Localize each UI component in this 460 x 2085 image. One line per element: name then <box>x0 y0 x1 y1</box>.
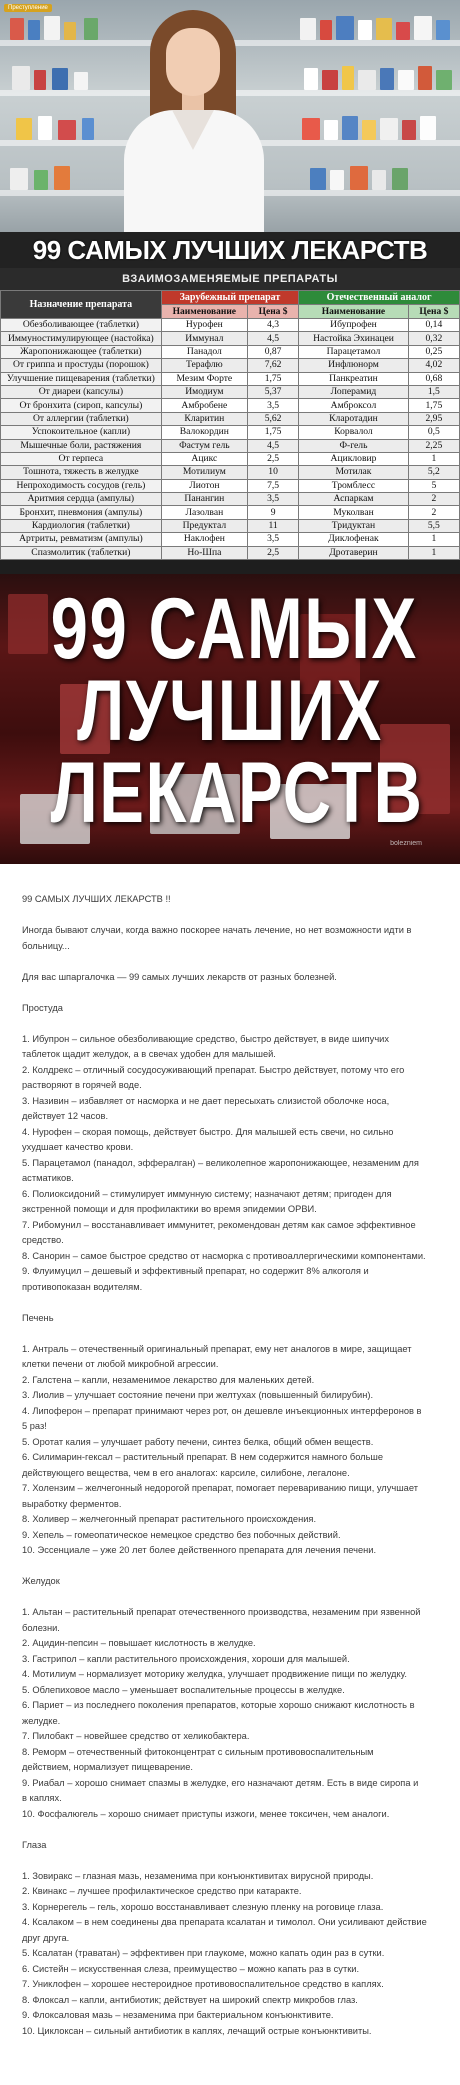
article-line: 8. Холивер – желчегонный препарат растительного происхождения. <box>22 1514 317 1524</box>
article-line: 10. Фосфалюгель – хорошо снимает приступы изжоги, менее токсичен, чем аналоги. <box>22 1808 390 1819</box>
article-line: 9. Хепель – гомеопатическое немецкое средство без побочных действий. <box>22 1529 341 1540</box>
article-line: Печень <box>22 1312 54 1323</box>
medicine-box <box>34 70 46 90</box>
article-line: противопоказан водителям. <box>22 1281 143 1292</box>
domestic-drug-name: Аспаркам <box>299 493 409 506</box>
foreign-drug-price: 2,5 <box>247 452 298 465</box>
foreign-drug-name: Мотилиум <box>161 466 247 479</box>
medicine-box <box>362 120 376 140</box>
medicine-box <box>420 116 436 140</box>
foreign-drug-price: 10 <box>247 466 298 479</box>
article-line: экстренной помощи и для профилактики во время эпидемии ОРВИ. <box>22 1204 317 1214</box>
table-row <box>1 332 460 345</box>
domestic-drug-price: 0,68 <box>408 372 459 385</box>
medicine-box <box>74 72 88 90</box>
article-line: 9. Флоксаловая мазь – незаменима при бактериальном конъюнктивите. <box>22 2010 334 2020</box>
headline-line-3: ЛЕКАРСТВ <box>50 745 424 841</box>
article-line: 6. Париет – из последнего поколения препаратов, которые хорошо снижают кислотность в <box>22 1700 415 1710</box>
medicine-box <box>342 66 354 90</box>
drug-purpose: Непроходимость сосудов (гель) <box>1 479 162 492</box>
domestic-drug-price: 4,02 <box>408 359 459 372</box>
article-line: Простуда <box>22 1002 63 1013</box>
drug-purpose: Успокоительное (капли) <box>1 426 162 439</box>
domestic-drug-name: Лоперамид <box>299 385 409 398</box>
article-line: Глаза <box>22 1839 47 1850</box>
foreign-drug-price: 4,3 <box>247 319 298 332</box>
foreign-drug-name: Амбробене <box>161 399 247 412</box>
article-line: 2. Колдрекс – отличный сосудосуживающий препарат. Быстро действует, потому что его <box>22 1064 405 1075</box>
article-line: 6. Систейн – искусственная слеза, преимущество – можно капать раз в сутки. <box>22 1963 360 1974</box>
medicine-box <box>342 116 358 140</box>
article-line: 4. Липоферон – препарат принимают через рот, он дешевле инъекционных интерферонов в <box>22 1405 422 1416</box>
medicine-box <box>310 168 326 190</box>
domestic-price-col: Цена $ <box>408 305 459 319</box>
article-line: астматиков. <box>22 1173 74 1183</box>
article-line: 1. Антраль – отечественный оригинальный препарат, ему нет аналогов в мире, защищает <box>22 1343 412 1354</box>
article-line: 4. Ксалаком – в нем соединены два препарата ксалатан и тимолол. Они усиливают действие <box>22 1917 427 1927</box>
article-line: 7. Униклофен – хорошее нестероидное противовоспалительное средство в каплях. <box>22 1979 384 1989</box>
foreign-drug-name: Ацикс <box>161 452 247 465</box>
domestic-drug-name: Парацетамол <box>299 345 409 358</box>
domestic-drug-price: 5 <box>408 479 459 492</box>
drug-purpose: Артриты, ревматизм (ампулы) <box>1 533 162 546</box>
foreign-drug-name: Нурофен <box>161 319 247 332</box>
drug-purpose: Жаропонижающее (таблетки) <box>1 345 162 358</box>
table-row <box>1 412 460 425</box>
medicine-box <box>320 20 332 40</box>
article-line: 8. Флоксал – капли, антибиотик; действует на широкий спектр микробов глаз. <box>22 1994 358 2005</box>
domestic-drug-price: 1 <box>408 546 459 559</box>
article-line: 5 раз! <box>22 1421 47 1431</box>
foreign-drug-name: Но-Шпа <box>161 546 247 559</box>
medicine-box <box>82 118 94 140</box>
table-row <box>1 493 460 506</box>
article-line: 99 САМЫХ ЛУЧШИХ ЛЕКАРСТВ !! <box>22 894 171 904</box>
foreign-drug-name: Имодиум <box>161 385 247 398</box>
paragraph-gap <box>22 1559 438 1575</box>
medicine-box <box>396 22 410 40</box>
medicine-box <box>322 70 338 90</box>
domestic-drug-name: Панкреатин <box>299 372 409 385</box>
article-line: 7. Рибомунил – восстанавливает иммунитет, рекомендован детям как самое эффективное <box>22 1219 416 1230</box>
foreign-drug-name: Кларитин <box>161 412 247 425</box>
medicine-box <box>336 16 354 40</box>
medicine-box <box>300 18 316 40</box>
table-row <box>1 519 460 532</box>
domestic-drug-price: 2,95 <box>408 412 459 425</box>
article-line: Желудок <box>22 1576 60 1586</box>
domestic-drug-price: 0,14 <box>408 319 459 332</box>
article-line: таблеток щадит желудок, а в свечах удобен для малышей. <box>22 1049 276 1059</box>
medicine-box <box>304 68 318 90</box>
table-row <box>1 466 460 479</box>
domestic-drug-price: 5,2 <box>408 466 459 479</box>
domestic-drug-price: 1,5 <box>408 385 459 398</box>
medicine-box <box>418 66 432 90</box>
medicine-box <box>64 22 76 40</box>
domestic-drug-name: Настойка Эхинацеи <box>299 332 409 345</box>
domestic-drug-name: Амброксол <box>299 399 409 412</box>
medicine-box <box>16 118 32 140</box>
domestic-drug-name: Корвалол <box>299 426 409 439</box>
watermark: bolezniem <box>390 840 422 847</box>
medicine-box <box>380 68 394 90</box>
article-line: 10. Циклоксан – сильный антибиотик в каплях, лечащий острые конъюнктивиты. <box>22 2025 372 2036</box>
article-line: болезни. <box>22 1622 60 1633</box>
medicine-box <box>372 170 386 190</box>
article-line: действием, нормализует пищеварение. <box>22 1762 193 1772</box>
domestic-drug-name: Мотилак <box>299 466 409 479</box>
table-row <box>1 372 460 385</box>
article-line: 7. Холензим – желчегонный недорогой препарат, помогает перевариванию пищи, улучшает <box>22 1483 418 1493</box>
foreign-name-col: Наименование <box>161 305 247 319</box>
domestic-name-col: Наименование <box>299 305 409 319</box>
article-line: средство. <box>22 1235 64 1245</box>
article-line: 5. Парацетамол (панадол, эффералган) – великолепное жаропонижающее, незаменим для <box>22 1157 419 1168</box>
table-row <box>1 399 460 412</box>
domestic-drug-price: 2 <box>408 506 459 519</box>
headline-line-1: 99 САМЫХ <box>50 581 418 677</box>
drug-purpose: Улучшение пищеварения (таблетки) <box>1 372 162 385</box>
article-line: Иногда бывают случаи, когда важно поскорее начать лечение, но нет возможности идти в <box>22 925 412 935</box>
article-line: 9. Флуимуцил – дешевый и эффективный препарат, но содержит 8% алкоголя и <box>22 1266 369 1276</box>
domestic-drug-price: 1,75 <box>408 399 459 412</box>
background-pack <box>8 594 48 654</box>
paragraph-gap <box>22 1590 438 1606</box>
domestic-drug-price: 2,25 <box>408 439 459 452</box>
paragraph-gap <box>22 954 438 970</box>
article-line: 8. Санорин – самое быстрое средство от насморка с противоаллергическими компонентами. <box>22 1250 426 1261</box>
foreign-price-col: Цена $ <box>247 305 298 319</box>
article-line: ухудшает качество крови. <box>22 1142 134 1152</box>
medicine-box <box>358 70 376 90</box>
table-row <box>1 452 460 465</box>
foreign-drug-price: 3,5 <box>247 493 298 506</box>
medicine-box <box>52 68 68 90</box>
foreign-drug-name: Фастум гель <box>161 439 247 452</box>
drug-purpose: От гриппа и простуды (порошок) <box>1 359 162 372</box>
paragraph-gap <box>22 1822 438 1838</box>
medicine-box <box>34 170 48 190</box>
drug-purpose: От аллергии (таблетки) <box>1 412 162 425</box>
domestic-drug-name: Ибупрофен <box>299 319 409 332</box>
purpose-header: Назначение препарата <box>1 291 162 319</box>
article-line: 1. Альтан – растительный препарат отечественного производства, незаменим при язвенной <box>22 1607 421 1617</box>
medicine-box <box>58 120 76 140</box>
domestic-drug-name: Инфлюнорм <box>299 359 409 372</box>
foreign-drug-price: 3,5 <box>247 399 298 412</box>
domestic-drug-name: Диклофенак <box>299 533 409 546</box>
article-line: 4. Нурофен – скорая помощь, действует быстро. Для малышей есть свечи, но сильно <box>22 1126 394 1137</box>
article-line: 6. Силимарин-гексал – растительный препарат. В нем содержится намного больше <box>22 1452 384 1462</box>
foreign-drug-name: Терафлю <box>161 359 247 372</box>
article-line: желудке. <box>22 1715 61 1726</box>
article-line: растворяют в горячей воде. <box>22 1080 142 1090</box>
foreign-drug-price: 3,5 <box>247 533 298 546</box>
foreign-drug-price: 9 <box>247 506 298 519</box>
foreign-drug-name: Панадол <box>161 345 247 358</box>
table-row <box>1 439 460 452</box>
domestic-drug-name: Муколван <box>299 506 409 519</box>
medicine-box <box>38 116 52 140</box>
article-line: 1. Зовиракс – глазная мазь, незаменима при конъюнктивитах вирусной природы. <box>22 1870 374 1881</box>
article-line: 4. Мотилиум – нормализует моторику желудка, улучшает продвижение пищи по желудку. <box>22 1669 407 1679</box>
medicine-box <box>44 16 60 40</box>
foreign-drug-price: 4,5 <box>247 439 298 452</box>
medicine-box <box>376 18 392 40</box>
article-line: 5. Оротат калия – улучшает работу печени, синтез белка, общий обмен веществ. <box>22 1436 374 1447</box>
foreign-drug-name: Наклофен <box>161 533 247 546</box>
drug-purpose: Обезболивающее (таблетки) <box>1 319 162 332</box>
table-body <box>1 319 460 560</box>
table-title: ВЗАИМОЗАМЕНЯЕМЫЕ ПРЕПАРАТЫ <box>0 268 460 290</box>
medicine-box <box>392 168 408 190</box>
medicine-box <box>84 18 98 40</box>
domestic-drug-price: 0,5 <box>408 426 459 439</box>
article-line: выработку ферментов. <box>22 1498 122 1509</box>
domestic-drug-name: Кларотадин <box>299 412 409 425</box>
article-line: больницу... <box>22 940 70 951</box>
article-line: 1. Ибупрон – сильное обезболивающие средство, быстро действует, в виде шипучих <box>22 1033 390 1044</box>
foreign-drug-price: 1,75 <box>247 372 298 385</box>
table-row <box>1 345 460 358</box>
foreign-drug-name: Панангин <box>161 493 247 506</box>
article-line: клетки печени от любой микробной агрессии. <box>22 1359 219 1369</box>
foreign-drug-price: 5,62 <box>247 412 298 425</box>
domestic-drug-name: Дротаверин <box>299 546 409 559</box>
drug-purpose: Мышечные боли, растяжения <box>1 439 162 452</box>
medicine-box <box>380 118 398 140</box>
paragraph-gap <box>22 1326 438 1342</box>
article-line: 2. Ацидин-пепсин – повышает кислотность в желудке. <box>22 1638 256 1648</box>
domestic-header: Отечественный аналог <box>299 291 460 305</box>
foreign-drug-name: Валокордин <box>161 426 247 439</box>
article-line: 8. Реморм – отечественный фитоконцентрат с сильным противовоспалительным <box>22 1746 374 1757</box>
medicine-box <box>402 120 416 140</box>
medicine-box <box>10 18 24 40</box>
domestic-drug-price: 1 <box>408 533 459 546</box>
foreign-drug-price: 11 <box>247 519 298 532</box>
paragraph-gap <box>22 1295 438 1311</box>
banner-headline <box>50 581 424 841</box>
foreign-drug-name: Лиотон <box>161 479 247 492</box>
article-line: 2. Галстена – капли, незаменимое лекарство для маленьких детей. <box>22 1374 315 1385</box>
paragraph-gap <box>22 1853 438 1869</box>
foreign-drug-name: Лазолван <box>161 506 247 519</box>
drug-purpose: Бронхит, пневмония (ампулы) <box>1 506 162 519</box>
foreign-drug-price: 1,75 <box>247 426 298 439</box>
article-line: 3. Називин – избавляет от насморка и не дает пересыхать слизистой оболочке носа, <box>22 1095 390 1106</box>
table-row <box>1 479 460 492</box>
medicine-box <box>350 166 368 190</box>
drugs-table <box>0 290 460 560</box>
medicine-box <box>12 66 30 90</box>
medicine-box <box>330 170 344 190</box>
interchangeable-drugs-table-image <box>0 268 460 574</box>
paragraph-gap <box>22 985 438 1001</box>
domestic-drug-name: Ф-гель <box>299 439 409 452</box>
domestic-drug-name: Ацикловир <box>299 452 409 465</box>
medicine-box <box>28 20 40 40</box>
top-banner-image <box>0 0 460 268</box>
table-row <box>1 319 460 332</box>
article-line: в каплях. <box>22 1793 62 1803</box>
pharmacist-photo <box>120 10 270 235</box>
table-row <box>1 506 460 519</box>
article-line: 5. Ксалатан (траватан) – эффективен при глаукоме, можно капать один раз в сутки. <box>22 1948 385 1958</box>
domestic-drug-price: 2 <box>408 493 459 506</box>
foreign-drug-name: Мезим Форте <box>161 372 247 385</box>
drug-purpose: Аритмия сердца (ампулы) <box>1 493 162 506</box>
foreign-drug-price: 0,87 <box>247 345 298 358</box>
drug-purpose: От диареи (капсулы) <box>1 385 162 398</box>
foreign-drug-price: 7,62 <box>247 359 298 372</box>
foreign-drug-price: 2,5 <box>247 546 298 559</box>
table-group-header <box>1 291 460 305</box>
table-row <box>1 546 460 559</box>
domestic-drug-price: 5,5 <box>408 519 459 532</box>
drug-purpose: Тошнота, тяжесть в желудке <box>1 466 162 479</box>
medicine-box <box>324 120 338 140</box>
bottom-banner-image <box>0 574 460 864</box>
foreign-header: Зарубежный препарат <box>161 291 298 305</box>
article-text <box>0 864 460 2085</box>
domestic-drug-price: 1 <box>408 452 459 465</box>
site-logo: Преступление <box>4 4 52 12</box>
table-row <box>1 426 460 439</box>
medicine-box <box>358 20 372 40</box>
foreign-drug-name: Иммунал <box>161 332 247 345</box>
medicine-box <box>302 118 320 140</box>
domestic-drug-name: Тридуктан <box>299 519 409 532</box>
domestic-drug-name: Тромблесс <box>299 479 409 492</box>
article-line: друг друга. <box>22 1932 70 1943</box>
drug-purpose: От бронхита (сироп, капсулы) <box>1 399 162 412</box>
foreign-drug-price: 5,37 <box>247 385 298 398</box>
table-row <box>1 533 460 546</box>
paragraph-gap <box>22 1016 438 1032</box>
medicine-box <box>54 166 70 190</box>
drug-purpose: Спазмолитик (таблетки) <box>1 546 162 559</box>
article-line: 6. Полиоксидоний – стимулирует иммунную систему; назначают детям; пригоден для <box>22 1188 392 1199</box>
article-line: 3. Корнерегель – гель, хорошо восстанавливает слезную пленку на роговице глаза. <box>22 1901 384 1912</box>
drug-purpose: Иммуностимулирующее (настойка) <box>1 332 162 345</box>
headline-line-2: ЛУЧШИХ <box>77 663 383 759</box>
table-row <box>1 359 460 372</box>
domestic-drug-price: 0,25 <box>408 345 459 358</box>
article-line: 3. Гастрипол – капли растительного происхождения, хороши для малышей. <box>22 1653 350 1664</box>
article-line: Для вас шпаргалочка — 99 самых лучших лекарств от разных болезней. <box>22 971 337 982</box>
article-line: 9. Риабал – хорошо снимает спазмы в желудке, его назначают детям. Есть в виде сиропа и <box>22 1777 419 1788</box>
article-line: 2. Квинакс – лучшее профилактическое средство при катаракте. <box>22 1886 302 1896</box>
medicine-box <box>436 20 450 40</box>
article-line: 3. Лиолив – улучшает состояние печени при желтухах (повышенный билирубин). <box>22 1390 374 1400</box>
medicine-box <box>398 70 414 90</box>
article-line: действующего вещества, чем в его аналогах: карсиле, силибоне, легалоне. <box>22 1467 350 1478</box>
banner-title: 99 САМЫХ ЛУЧШИХ ЛЕКАРСТВ <box>0 232 460 268</box>
article-line: 5. Облепиховое масло – уменьшает воспалительные процессы в желудке. <box>22 1684 345 1695</box>
drug-purpose: Кардиология (таблетки) <box>1 519 162 532</box>
medicine-box <box>436 70 452 90</box>
article-line: действует 12 часов. <box>22 1111 109 1121</box>
article-line: 10. Эссенциале – уже 20 лет более действенного препарата для лечения печени. <box>22 1545 377 1555</box>
drug-purpose: От герпеса <box>1 452 162 465</box>
medicine-box <box>414 16 432 40</box>
table-row <box>1 385 460 398</box>
foreign-drug-price: 4,5 <box>247 332 298 345</box>
medicine-box <box>10 168 28 190</box>
article-line: 7. Пилобакт – новейшее средство от хеликобактера. <box>22 1731 250 1741</box>
paragraph-gap <box>22 908 438 924</box>
foreign-drug-price: 7,5 <box>247 479 298 492</box>
foreign-drug-name: Предуктал <box>161 519 247 532</box>
domestic-drug-price: 0,32 <box>408 332 459 345</box>
